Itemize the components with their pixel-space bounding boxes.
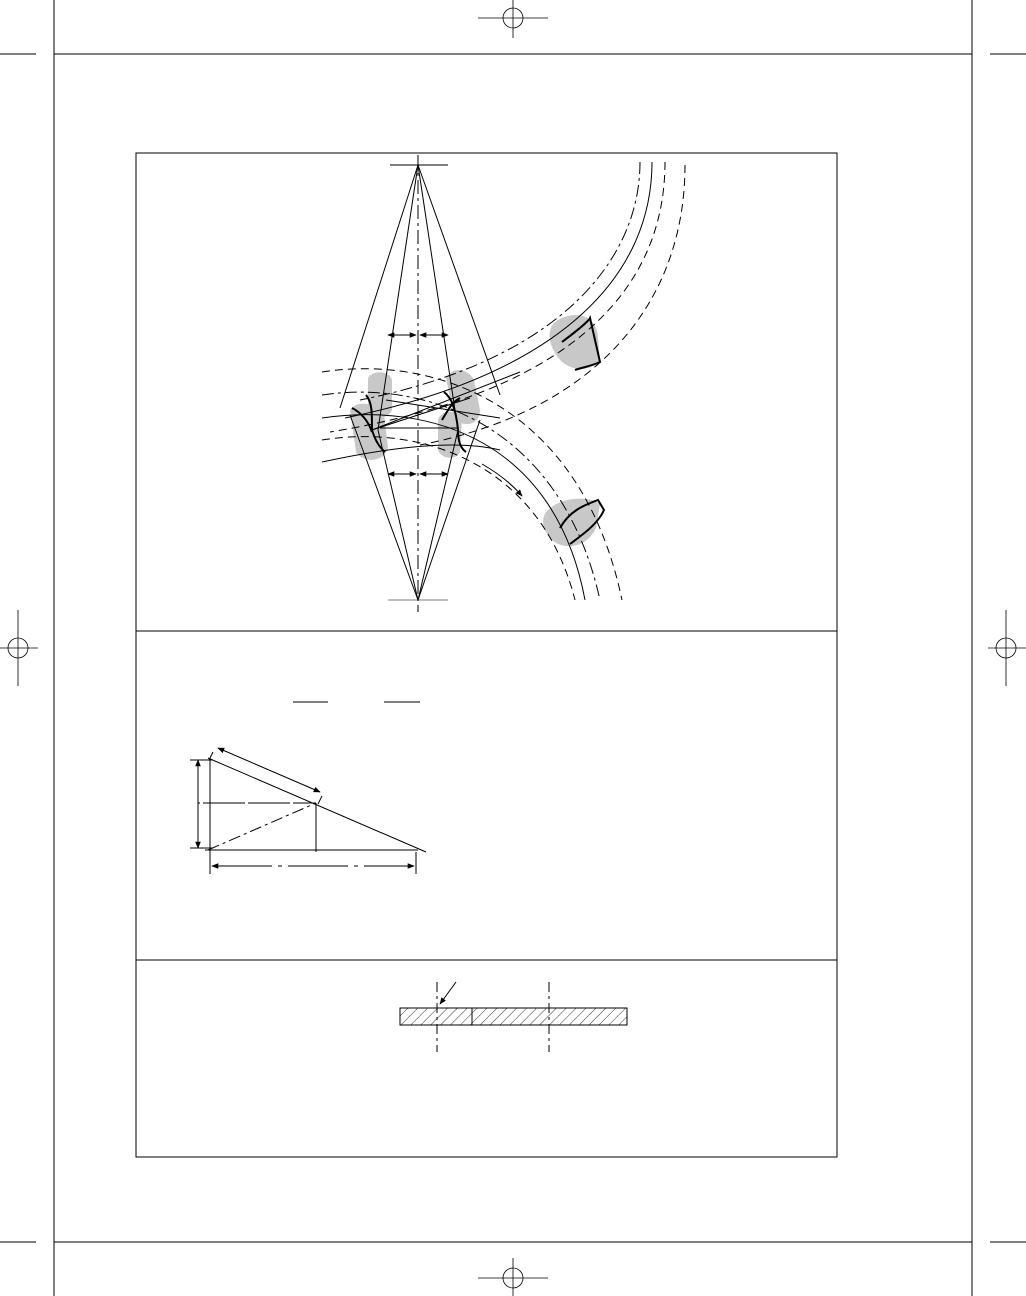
leader-arrow [440,982,456,1004]
slant-ext-2 [318,796,322,804]
registration-mark-icon [478,1258,548,1296]
rotation-arrow [482,464,522,496]
hatched-blank-section-diagram [400,982,627,1052]
registration-mark-icon [478,0,548,38]
registration-mark-icon [0,610,38,686]
bevel-cone-triangle-diagram [190,702,426,874]
gear-mesh-diagram [322,155,685,612]
figure-box [136,153,837,1157]
dash-dot-diagonal [208,803,316,850]
hypotenuse [208,758,426,852]
slant-dimension-arrow [218,748,320,792]
section-left [400,1008,472,1025]
registration-mark-icon [988,610,1026,686]
